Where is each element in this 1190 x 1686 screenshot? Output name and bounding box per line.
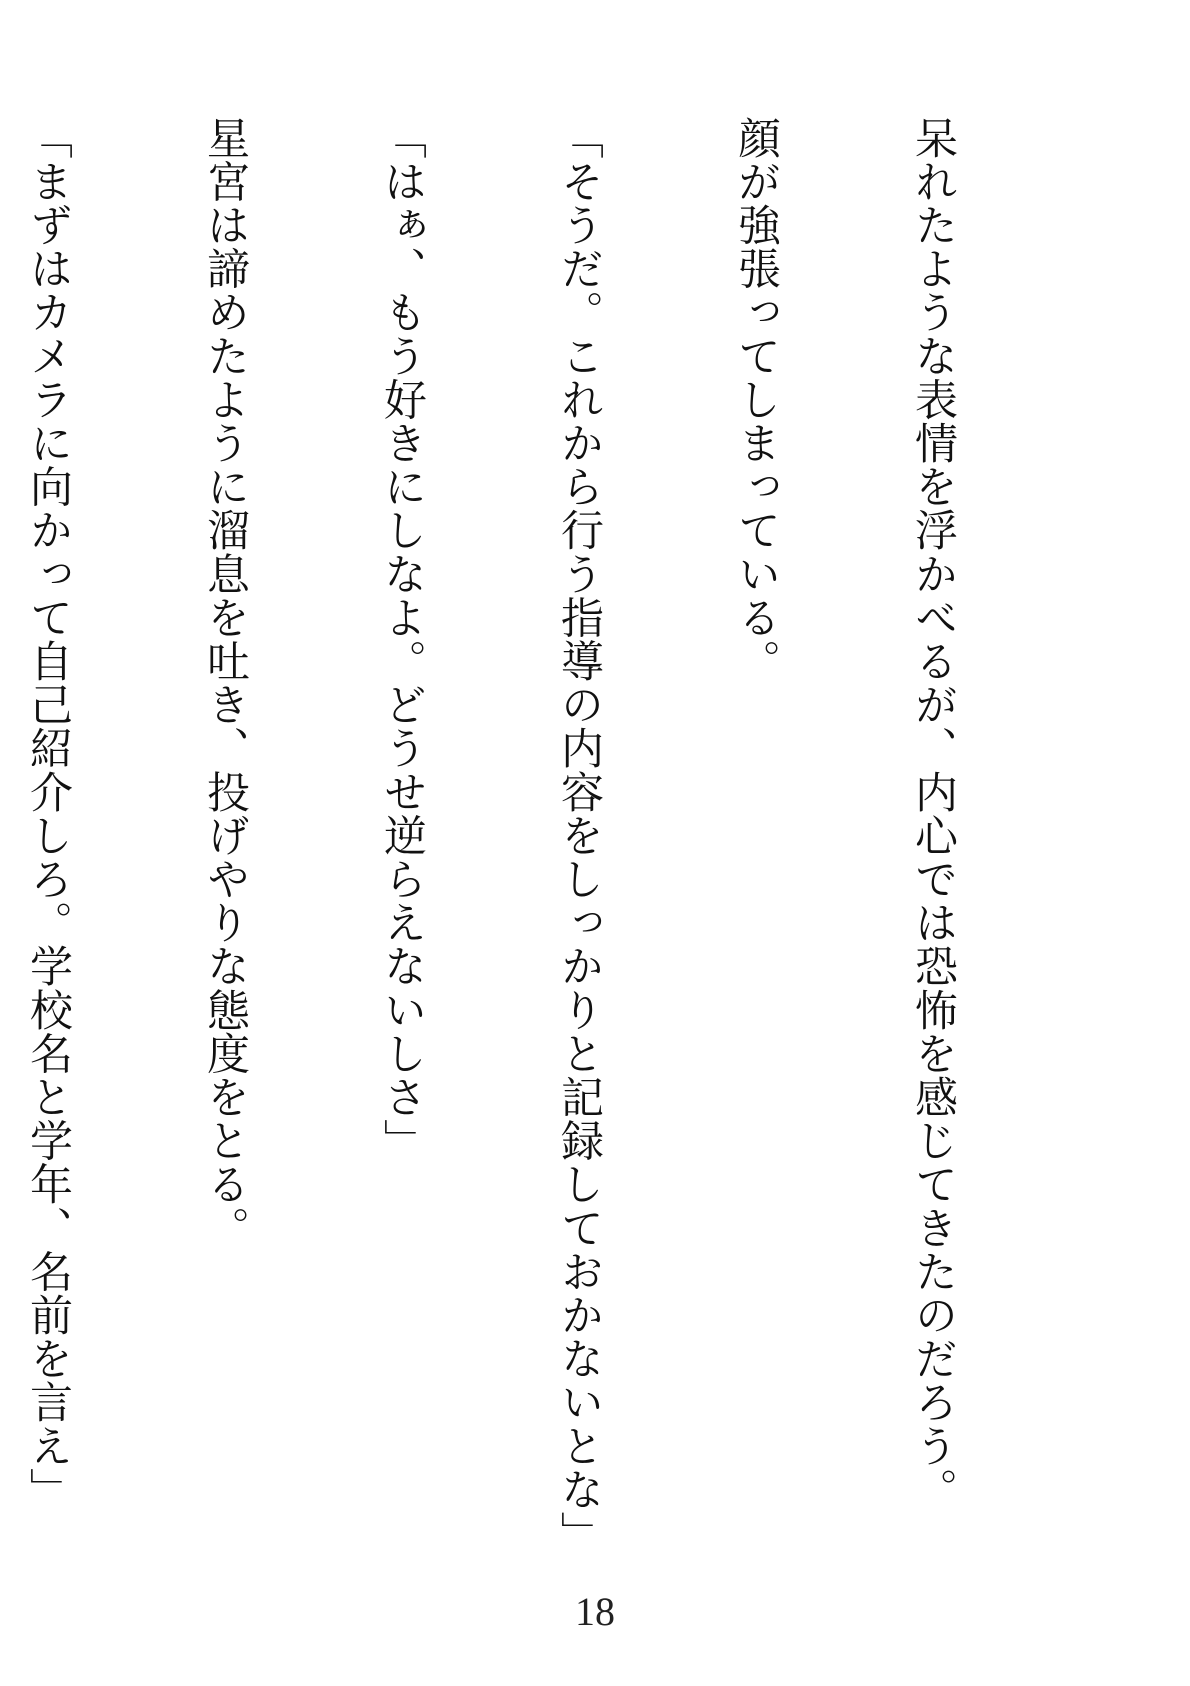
- text-line-6: 「まずはカメラに向かって自己紹介しろ。学校名と学年、名前を言え」: [23, 116, 73, 1512]
- vertical-text-body: [0, 116, 1080, 1566]
- text-line-1: 呆れたような表情を浮かべるが、内心では恐怖を感じてきたのだろう。: [908, 116, 958, 1512]
- text-line-5: 星宮は諦めたように溜息を吐き、投げやりな態度をとる。: [200, 116, 250, 1250]
- text-line-2: 顔が強張ってしまっている。: [731, 116, 781, 683]
- page-number: 18: [575, 1589, 615, 1634]
- text-line-4: 「はぁ、もう好きにしなよ。どうせ逆らえないしさ」: [377, 116, 427, 1163]
- text-line-3: 「そうだ。これから行う指導の内容をしっかりと記録しておかないとな」: [554, 116, 604, 1555]
